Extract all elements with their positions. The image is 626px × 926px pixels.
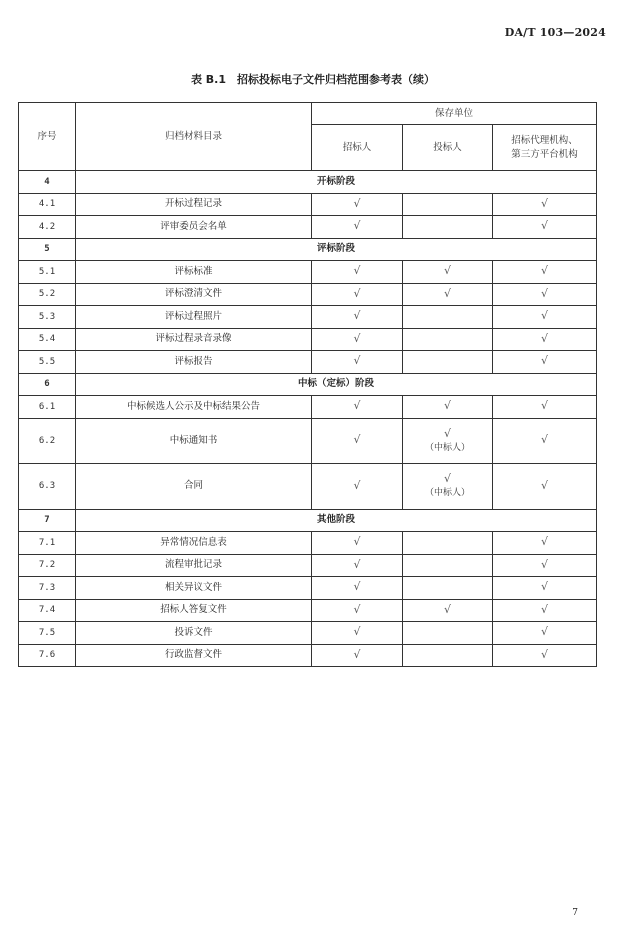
cell-bidder [403,622,493,645]
cell-bidder [403,644,493,667]
cell-tenderer [312,261,403,284]
table-row [19,193,597,216]
row-seq: 7.2 [19,554,76,577]
cell-tenderer [312,328,403,351]
row-seq: 5.2 [19,283,76,306]
check-mark: √ [443,399,451,413]
row-seq: 5.3 [19,306,76,329]
cell-agency [493,261,597,284]
row-label: 流程审批记录 [76,554,312,577]
section-row [19,238,597,261]
check-mark: √ [541,354,549,368]
header-agency-line1: 招标代理机构、 [511,134,578,146]
check-mark: √ [353,647,361,661]
row-label: 相关异议文件 [76,577,312,600]
cell-bidder [403,554,493,577]
cell-bidder [403,306,493,329]
winner-note: （中标人） [424,488,470,499]
cell-agency [493,622,597,645]
cell-bidder [403,418,493,464]
row-label: 评标标准 [76,261,312,284]
cell-agency [493,644,597,667]
check-mark: √ [353,433,361,447]
check-mark: √ [353,219,361,233]
check-mark: √ [541,331,549,345]
row-seq: 5.1 [19,261,76,284]
section-label: 中标（定标）阶段 [76,373,597,396]
cell-agency [493,532,597,555]
check-mark: √ [541,602,549,616]
cell-bidder [403,216,493,239]
table-row [19,261,597,284]
cell-agency [493,193,597,216]
section-row [19,373,597,396]
cell-agency [493,396,597,419]
cell-agency [493,351,597,374]
table-row [19,577,597,600]
section-seq: 4 [19,171,76,194]
table-row [19,418,597,464]
check-mark: √ [541,580,549,594]
row-label: 评标过程录音录像 [76,328,312,351]
cell-agency [493,306,597,329]
section-row [19,509,597,532]
check-mark: √ [541,196,549,210]
cell-tenderer [312,216,403,239]
check-mark: √ [443,472,451,486]
header-unit-group: 保存单位 [312,103,597,125]
row-label: 中标通知书 [76,418,312,464]
check-mark: √ [443,286,451,300]
standard-number: DA/T 103—2024 [504,26,606,39]
cell-tenderer [312,644,403,667]
table-row [19,216,597,239]
cell-bidder [403,396,493,419]
check-mark: √ [443,602,451,616]
check-mark: √ [353,264,361,278]
cell-tenderer [312,283,403,306]
table-row [19,644,597,667]
check-mark: √ [541,647,549,661]
cell-tenderer [312,532,403,555]
cell-bidder [403,328,493,351]
check-mark: √ [353,557,361,571]
row-label: 投诉文件 [76,622,312,645]
section-seq: 6 [19,373,76,396]
check-mark: √ [541,309,549,323]
row-seq: 7.1 [19,532,76,555]
cell-agency [493,599,597,622]
cell-agency [493,554,597,577]
cell-agency [493,216,597,239]
header-agency-line2: 第三方平台机构 [511,148,578,160]
check-mark: √ [541,625,549,639]
cell-bidder [403,283,493,306]
check-mark: √ [353,196,361,210]
check-mark: √ [353,399,361,413]
row-label: 评标过程照片 [76,306,312,329]
table-row [19,599,597,622]
check-mark: √ [541,433,549,447]
row-seq: 5.4 [19,328,76,351]
check-mark: √ [541,264,549,278]
cell-tenderer [312,418,403,464]
cell-bidder [403,193,493,216]
row-seq: 7.6 [19,644,76,667]
row-label: 评标报告 [76,351,312,374]
check-mark: √ [443,264,451,278]
check-mark: √ [541,478,549,492]
table-row [19,351,597,374]
table-row [19,306,597,329]
winner-note: （中标人） [424,442,470,453]
cell-bidder [403,464,493,510]
cell-agency [493,464,597,510]
table-row [19,622,597,645]
row-seq: 5.5 [19,351,76,374]
check-mark: √ [353,286,361,300]
cell-tenderer [312,554,403,577]
row-seq: 7.5 [19,622,76,645]
row-seq: 6.1 [19,396,76,419]
row-seq: 4.1 [19,193,76,216]
check-mark: √ [353,602,361,616]
check-mark: √ [541,557,549,571]
row-label: 评标澄清文件 [76,283,312,306]
check-mark: √ [541,219,549,233]
check-mark: √ [353,580,361,594]
section-row [19,171,597,194]
cell-tenderer [312,306,403,329]
cell-tenderer [312,464,403,510]
cell-tenderer [312,351,403,374]
header-catalog: 归档材料目录 [76,103,312,171]
cell-tenderer [312,577,403,600]
section-label: 开标阶段 [76,171,597,194]
section-seq: 7 [19,509,76,532]
table-row [19,283,597,306]
cell-tenderer [312,396,403,419]
row-seq: 7.4 [19,599,76,622]
cell-agency [493,577,597,600]
check-mark: √ [541,399,549,413]
table-body [19,171,597,667]
table-row [19,464,597,510]
cell-bidder [403,532,493,555]
cell-tenderer [312,622,403,645]
table-row [19,328,597,351]
cell-agency [493,418,597,464]
cell-agency [493,283,597,306]
archive-scope-table [18,102,597,667]
row-label: 评审委员会名单 [76,216,312,239]
check-mark: √ [353,625,361,639]
check-mark: √ [443,426,451,440]
row-seq: 6.2 [19,418,76,464]
section-seq: 5 [19,238,76,261]
cell-tenderer [312,599,403,622]
table-title: 表 B.1 招标投标电子文件归档范围参考表（续） [190,73,436,86]
table-row [19,554,597,577]
header-agency [493,125,597,171]
row-label: 行政监督文件 [76,644,312,667]
cell-bidder [403,577,493,600]
header-tenderer: 招标人 [312,125,403,171]
check-mark: √ [541,286,549,300]
cell-bidder [403,599,493,622]
header-bidder: 投标人 [403,125,493,171]
page-number: 7 [572,908,578,918]
row-label: 招标人答复文件 [76,599,312,622]
row-label: 合同 [76,464,312,510]
check-mark: √ [353,331,361,345]
row-seq: 4.2 [19,216,76,239]
row-seq: 7.3 [19,577,76,600]
cell-tenderer [312,193,403,216]
table-row [19,532,597,555]
cell-bidder [403,351,493,374]
check-mark: √ [353,309,361,323]
section-label: 其他阶段 [76,509,597,532]
check-mark: √ [353,354,361,368]
section-label: 评标阶段 [76,238,597,261]
row-label: 开标过程记录 [76,193,312,216]
cell-bidder [403,261,493,284]
header-seq: 序号 [19,103,76,171]
row-label: 异常情况信息表 [76,532,312,555]
check-mark: √ [353,535,361,549]
check-mark: √ [541,535,549,549]
cell-agency [493,328,597,351]
row-label: 中标候选人公示及中标结果公告 [76,396,312,419]
row-seq: 6.3 [19,464,76,510]
table-row [19,396,597,419]
check-mark: √ [353,478,361,492]
